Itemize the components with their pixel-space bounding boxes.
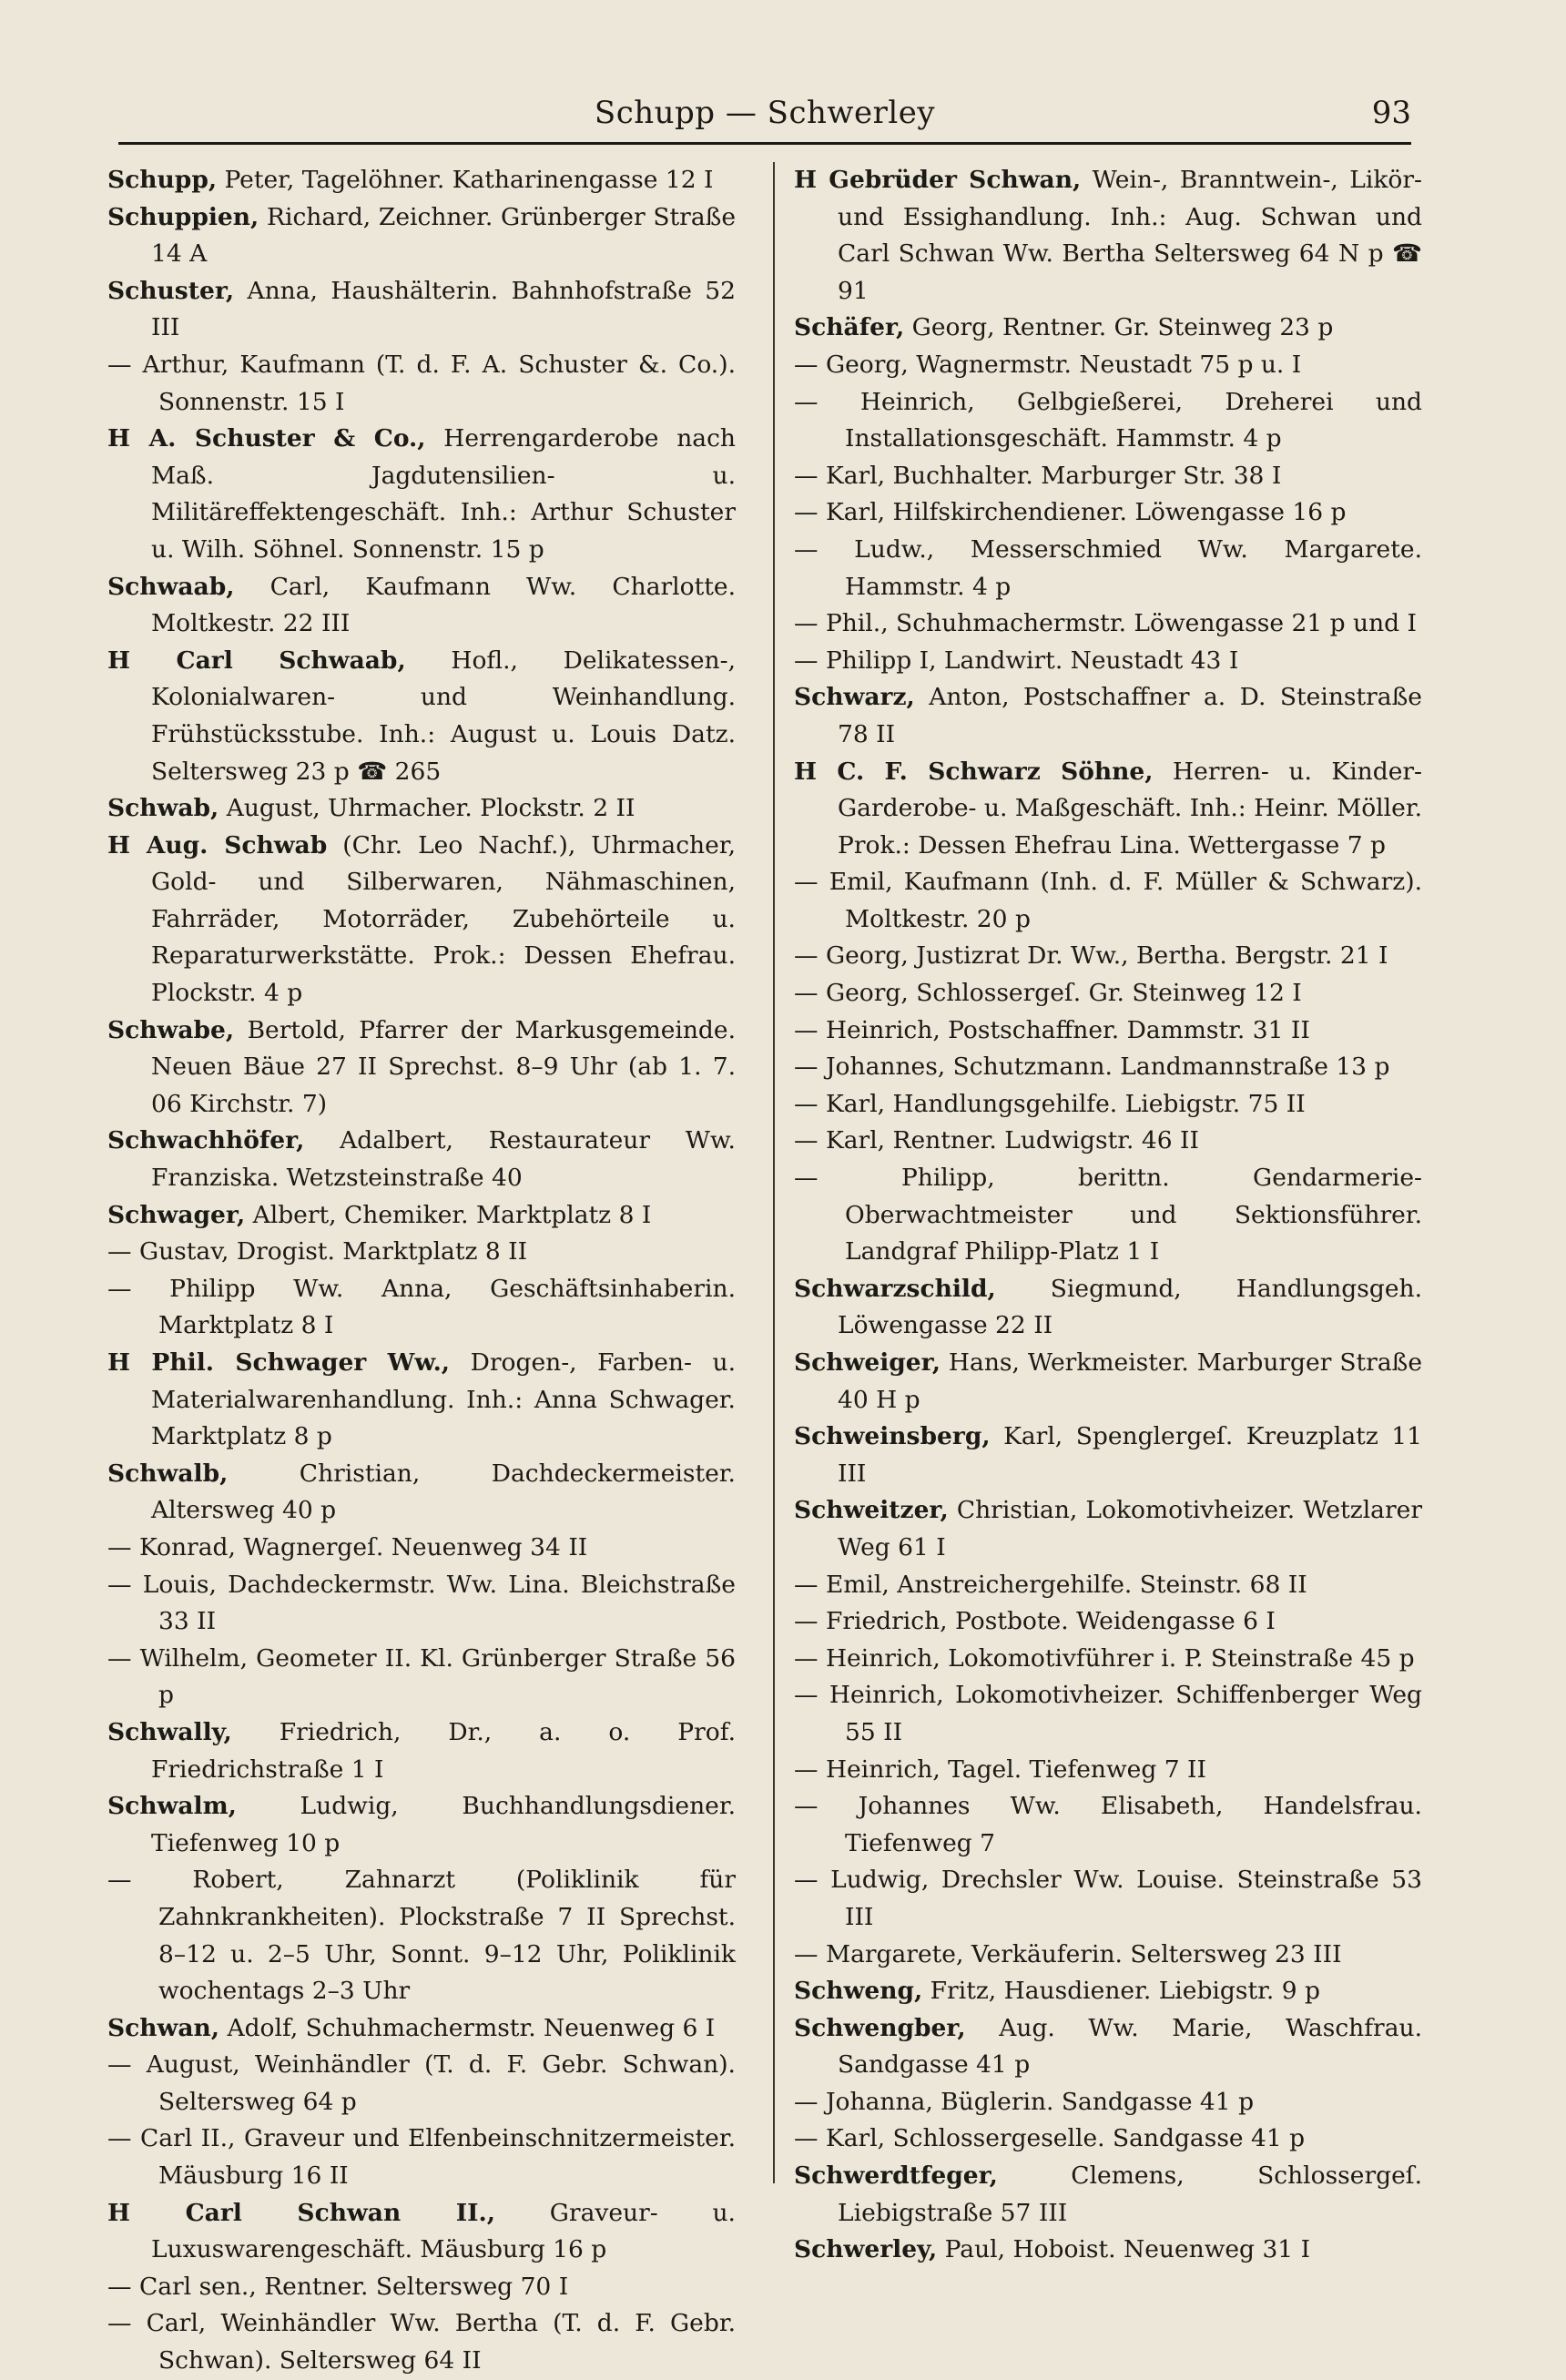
entry-name: — xyxy=(794,609,826,638)
directory-entry xyxy=(794,347,1422,384)
header-rule xyxy=(118,142,1411,145)
entry-name: Schwally, xyxy=(107,1717,232,1746)
entry-text: Friedrich, Postbote. Weidengasse 6 I xyxy=(825,1607,1276,1636)
entry-name: — xyxy=(794,2124,826,2153)
directory-entry xyxy=(107,421,736,568)
entry-name: — xyxy=(794,1643,826,1673)
directory-entry xyxy=(794,2232,1422,2269)
entry-text: Adalbert, Restaurateur Ww. Franziska. Wetzsteinstraße 40 xyxy=(151,1126,736,1193)
directory-entry xyxy=(107,1714,736,1788)
entry-text: Ludwig, Buchhandlungsdiener. Tiefenweg 10 p xyxy=(151,1792,736,1857)
directory-entry xyxy=(794,754,1422,865)
directory-entry xyxy=(107,1567,736,1641)
entry-name: Schwachhöfer, xyxy=(107,1126,305,1155)
entry-text: Emil, Kaufmann (Inh. d. F. Müller & Schwarz). Moltkestr. 20 p xyxy=(829,868,1422,933)
entry-name: — xyxy=(794,461,826,490)
entry-text: Wein-, Branntwein-, Likör- und Essighandlung. Inh.: Aug. Schwan und Carl Schwan Ww. Bertha Seltersweg 64 N p ☎ 91 xyxy=(838,166,1423,305)
directory-entry xyxy=(107,1271,736,1345)
entry-text: Wilhelm, Geometer II. Kl. Grünberger Straße 56 p xyxy=(139,1643,736,1710)
entry-text: Georg, Wagnermstr. Neustadt 75 p u. I xyxy=(825,350,1302,379)
entry-text: Heinrich, Lokomotivheizer. Schiffenberger Weg 55 II xyxy=(829,1681,1422,1746)
column-divider xyxy=(773,162,775,2183)
directory-entry xyxy=(107,2195,736,2269)
directory-entry xyxy=(107,828,736,1012)
directory-entry xyxy=(107,1012,736,1124)
entry-text: Karl, Buchhalter. Marburger Str. 38 I xyxy=(825,461,1282,490)
directory-entry xyxy=(794,1419,1422,1492)
entry-name: Schweinsberg, xyxy=(794,1422,991,1451)
directory-entry xyxy=(794,864,1422,938)
entry-name: — xyxy=(107,1237,139,1266)
entry-name: — xyxy=(794,1681,829,1710)
entry-text: Carl, Weinhändler Ww. Bertha (T. d. F. Gebr. Schwan). Seltersweg 64 II xyxy=(146,2309,736,2375)
entry-text: Hofl., Delikatessen-, Kolonialwaren- und Weinhandlung. Frühstücksstube. Inh.: August u. Louis Datz. Seltersweg 23 p ☎ 265 xyxy=(151,646,736,786)
directory-entry xyxy=(794,1345,1422,1419)
entry-text: Heinrich, Lokomotivführer i. P. Steinstraße 45 p xyxy=(825,1643,1415,1673)
directory-entry xyxy=(794,1160,1422,1271)
entry-name: H Phil. Schwager Ww., xyxy=(107,1348,451,1377)
entry-text: Drogen-, Farben- u. Materialwarenhandlung. Inh.: Anna Schwager. Marktplatz 8 p xyxy=(151,1348,736,1451)
directory-entry xyxy=(794,2084,1422,2121)
entry-text: Carl sen., Rentner. Seltersweg 70 I xyxy=(138,2272,569,2301)
entry-text: Johannes, Schutzmann. Landmannstraße 13 p xyxy=(825,1053,1390,1082)
entry-name: — xyxy=(794,1015,826,1044)
entry-name: — xyxy=(794,1164,901,1193)
directory-entry xyxy=(794,975,1422,1012)
entry-text: Herren- u. Kinder-Garderobe- u. Maßgeschäft. Inh.: Heinr. Möller. Prok.: Dessen Ehefrau Lina. Wettergasse 7 p xyxy=(838,757,1422,859)
entry-text: Phil., Schuhmachermstr. Löwengasse 21 p und I xyxy=(825,609,1417,638)
entry-text: Robert, Zahnarzt (Poliklinik für Zahnkrankheiten). Plockstraße 7 II Sprechst. 8–12 u. 2–5 Uhr, Sonnt. 9–12 Uhr, Poliklinik wochentags 2–3 Uhr xyxy=(158,1866,736,2006)
entry-text: Graveur- u. Luxuswarengeschäft. Mäusburg 16 p xyxy=(151,2198,736,2264)
entry-text: Konrad, Wagnergeſ. Neuenweg 34 II xyxy=(138,1532,588,1561)
entry-text: Heinrich, Postschaffner. Dammstr. 31 II xyxy=(825,1015,1310,1044)
entry-name: — xyxy=(107,1643,140,1673)
entry-text: Arthur, Kaufmann (T. d. F. A. Schuster &. Co.). Sonnenstr. 15 I xyxy=(142,350,736,416)
directory-entry xyxy=(107,1345,736,1456)
entry-text: Philipp, berittn. Gendarmerie-Oberwachtmeister und Sektionsführer. Landgraf Philipp-Platz 1 I xyxy=(845,1164,1422,1266)
entry-name: — xyxy=(794,868,829,897)
entry-name: Schweiger, xyxy=(794,1348,941,1377)
entry-name: — xyxy=(794,350,826,379)
entry-name: — xyxy=(794,979,826,1008)
directory-entry xyxy=(794,1086,1422,1124)
entry-name: — xyxy=(794,1053,826,1082)
entry-text: Clemens, Schlossergeſ. Liebigstraße 57 III xyxy=(838,2161,1422,2227)
directory-entry xyxy=(794,1049,1422,1086)
directory-entry xyxy=(794,1937,1422,1974)
directory-entry xyxy=(107,643,736,790)
directory-entry xyxy=(107,1234,736,1271)
entry-name: — xyxy=(107,1570,143,1599)
entry-name: — xyxy=(107,2050,147,2080)
directory-entry xyxy=(794,605,1422,643)
directory-entry xyxy=(107,199,736,273)
entry-text: Louis, Dachdeckermstr. Ww. Lina. Bleichstraße 33 II xyxy=(142,1570,736,1636)
entry-text: Hans, Werkmeister. Marburger Straße 40 H p xyxy=(838,1348,1422,1414)
entry-name: — xyxy=(794,498,826,527)
entry-name: — xyxy=(794,646,826,675)
directory-entry xyxy=(794,2121,1422,2158)
directory-entry xyxy=(794,1752,1422,1789)
entry-text: Heinrich, Tagel. Tiefenweg 7 II xyxy=(825,1754,1206,1784)
entry-name: Schupp, xyxy=(107,166,218,194)
directory-entry xyxy=(107,1641,736,1714)
entry-name: — xyxy=(794,1792,859,1821)
entry-text: Georg, Rentner. Gr. Steinweg 23 p xyxy=(904,313,1334,342)
entry-name: — xyxy=(107,350,143,379)
entry-name: — xyxy=(794,1754,826,1784)
entry-name: H Aug. Schwab xyxy=(107,830,328,859)
entry-text: Ludw., Messerschmied Ww. Margarete. Hammstr. 4 p xyxy=(845,534,1422,601)
entry-name: — xyxy=(107,1866,193,1895)
entry-name: Schwarzschild, xyxy=(794,1274,996,1303)
directory-entry xyxy=(794,679,1422,753)
entry-name: — xyxy=(794,1866,831,1895)
entry-name: H Carl Schwaab, xyxy=(107,646,406,675)
entry-text: (Chr. Leo Nachf.), Uhrmacher, Gold- und Silberwaren, Nähmaschinen, Fahrräder, Motorräder, Zubehörteile u. Reparaturwerkstätte. Prok.: Dessen Ehefrau. Plockstr. 4 p xyxy=(151,830,736,1008)
entry-name: — xyxy=(107,1532,139,1561)
directory-entry xyxy=(107,2305,736,2379)
directory-entry xyxy=(794,1788,1422,1862)
entry-text: Philipp I, Landwirt. Neustadt 43 I xyxy=(825,646,1239,675)
directory-entry xyxy=(794,1123,1422,1160)
entry-text: Johanna, Büglerin. Sandgasse 41 p xyxy=(825,2087,1255,2116)
entry-name: — xyxy=(794,1126,826,1155)
entry-name: — xyxy=(107,1274,170,1303)
directory-entry xyxy=(107,569,736,643)
entry-name: Schweng, xyxy=(794,1977,923,2006)
directory-entry xyxy=(794,384,1422,458)
directory-entry xyxy=(794,494,1422,532)
entry-text: Gustav, Drogist. Marktplatz 8 II xyxy=(138,1237,528,1266)
entry-name: Schuster, xyxy=(107,276,235,305)
entry-name: Schwerley, xyxy=(794,2235,938,2264)
entry-name: — xyxy=(107,2309,147,2338)
directory-entry xyxy=(794,1492,1422,1566)
entry-text: Anton, Postschaffner a. D. Steinstraße 78 II xyxy=(838,683,1422,748)
entry-text: August, Uhrmacher. Plockstr. 2 II xyxy=(219,794,636,823)
entry-text: August, Weinhändler (T. d. F. Gebr. Schwan). Seltersweg 64 p xyxy=(146,2050,736,2116)
directory-entry xyxy=(107,162,736,199)
entry-text: Karl, Hilfskirchendiener. Löwengasse 16 p xyxy=(825,498,1347,527)
directory-entry xyxy=(107,1862,736,2009)
entry-name: H Carl Schwan II., xyxy=(107,2198,496,2227)
entry-name: Schwaab, xyxy=(107,572,235,601)
entry-text: Albert, Chemiker. Marktplatz 8 I xyxy=(245,1200,652,1229)
entry-name: — xyxy=(794,387,860,416)
entry-name: Schuppien, xyxy=(107,202,259,231)
entry-text: Margarete, Verkäuferin. Seltersweg 23 III xyxy=(825,1939,1342,1968)
entry-name: — xyxy=(794,1939,826,1968)
directory-entry xyxy=(794,458,1422,495)
entry-text: Christian, Lokomotivheizer. Wetzlarer Weg 61 I xyxy=(838,1496,1422,1561)
directory-entry xyxy=(794,1862,1422,1936)
entry-name: — xyxy=(794,1089,826,1118)
entry-text: Paul, Hoboist. Neuenweg 31 I xyxy=(937,2235,1311,2264)
entry-name: Schwalb, xyxy=(107,1459,229,1488)
entry-name: Schwengber, xyxy=(794,2013,966,2042)
directory-entry xyxy=(794,2010,1422,2084)
entry-text: Anna, Haushälterin. Bahnhofstraße 52 III xyxy=(151,276,736,342)
entry-name: Schwan, xyxy=(107,2013,220,2042)
entry-name: H C. F. Schwarz Söhne, xyxy=(794,757,1154,786)
entry-text: Siegmund, Handlungsgeh. Löwengasse 22 II xyxy=(838,1274,1422,1340)
entry-name: H A. Schuster & Co., xyxy=(107,424,426,453)
entry-name: — xyxy=(107,2272,139,2301)
directory-entry xyxy=(107,1123,736,1196)
entry-name: Schwabe, xyxy=(107,1015,235,1044)
entry-text: Georg, Justizrat Dr. Ww., Bertha. Bergstr. 21 I xyxy=(825,941,1388,971)
directory-entry xyxy=(794,532,1422,605)
entry-text: Friedrich, Dr., a. o. Prof. Friedrichstraße 1 I xyxy=(151,1717,736,1784)
entry-text: Philipp Ww. Anna, Geschäftsinhaberin. Marktplatz 8 I xyxy=(158,1274,736,1340)
directory-entry xyxy=(107,347,736,421)
directory-entry xyxy=(794,1677,1422,1751)
entry-name: Schäfer, xyxy=(794,313,905,342)
directory-entry xyxy=(107,2269,736,2306)
entry-text: Christian, Dachdeckermeister. Altersweg 40 p xyxy=(151,1459,736,1525)
directory-entry xyxy=(794,1012,1422,1050)
entry-name: Schwab, xyxy=(107,794,219,823)
entry-text: Karl, Spenglergeſ. Kreuzplatz 11 III xyxy=(838,1422,1422,1488)
entry-text: Peter, Tagelöhner. Katharinengasse 12 I xyxy=(217,166,714,194)
entry-text: Carl, Kaufmann Ww. Charlotte. Moltkestr. 22 III xyxy=(151,572,736,638)
entry-name: Schwerdtfeger, xyxy=(794,2161,998,2191)
entry-text: Herrengarderobe nach Maß. Jagdutensilien- u. Militäreffektengeschäft. Inh.: Arthur Schuster u. Wilh. Söhnel. Sonnenstr. 15 p xyxy=(151,424,736,564)
directory-entry xyxy=(794,1973,1422,2010)
entry-text: Richard, Zeichner. Grünberger Straße 14 A xyxy=(151,202,736,269)
directory-entry xyxy=(107,2047,736,2121)
directory-entry xyxy=(794,310,1422,347)
entry-name: — xyxy=(794,1570,826,1599)
directory-entry xyxy=(794,938,1422,975)
entry-text: Ludwig, Drechsler Ww. Louise. Steinstraße 53 III xyxy=(830,1866,1422,1931)
directory-entry xyxy=(107,790,736,828)
entry-text: Karl, Schlossergeselle. Sandgasse 41 p xyxy=(825,2124,1306,2153)
entry-name: Schwager, xyxy=(107,1200,246,1229)
entry-text: Karl, Rentner. Ludwigstr. 46 II xyxy=(825,1126,1199,1155)
entry-text: Adolf, Schuhmachermstr. Neuenweg 6 I xyxy=(219,2013,716,2042)
entry-name: Schwarz, xyxy=(794,683,915,712)
directory-entry xyxy=(107,2010,736,2048)
directory-entry xyxy=(794,1603,1422,1641)
entry-name: Schwalm, xyxy=(107,1792,237,1821)
directory-entry xyxy=(107,1456,736,1530)
entry-text: Fritz, Hausdiener. Liebigstr. 9 p xyxy=(922,1977,1320,2006)
left-column xyxy=(107,162,736,2375)
entry-text: Bertold, Pfarrer der Markusgemeinde. Neuen Bäue 27 II Sprechst. 8–9 Uhr (ab 1. 7. 06 Kirchstr. 7) xyxy=(151,1015,736,1118)
entry-name: — xyxy=(794,941,826,971)
directory-entry xyxy=(107,2121,736,2194)
directory-entry xyxy=(794,1567,1422,1604)
directory-entry xyxy=(794,643,1422,680)
directory-entry xyxy=(794,162,1422,310)
page-number: 93 xyxy=(1371,95,1411,131)
entry-text: Georg, Schlossergeſ. Gr. Steinweg 12 I xyxy=(825,979,1302,1008)
directory-entry xyxy=(794,1641,1422,1678)
entry-text: Karl, Handlungsgehilfe. Liebigstr. 75 II xyxy=(825,1089,1306,1118)
directory-entry xyxy=(107,1197,736,1235)
entry-text: Heinrich, Gelbgießerei, Dreherei und Installationsgeschäft. Hammstr. 4 p xyxy=(845,387,1422,453)
entry-text: Aug. Ww. Marie, Waschfrau. Sandgasse 41 p xyxy=(838,2013,1422,2080)
entry-name: Schweitzer, xyxy=(794,1496,949,1525)
entry-text: Emil, Anstreichergehilfe. Steinstr. 68 II xyxy=(825,1570,1307,1599)
directory-entry xyxy=(794,1271,1422,1345)
directory-entry xyxy=(107,1788,736,1862)
entry-name: — xyxy=(794,2087,826,2116)
directory-entry xyxy=(107,273,736,347)
entry-text: Johannes Ww. Elisabeth, Handelsfrau. Tiefenweg 7 xyxy=(845,1792,1422,1857)
right-column xyxy=(794,162,1423,2264)
entry-name: — xyxy=(794,1607,826,1636)
entry-text: Carl II., Graveur und Elfenbeinschnitzermeister. Mäusburg 16 II xyxy=(139,2124,736,2191)
directory-entry xyxy=(107,1530,736,1567)
directory-entry xyxy=(794,2158,1422,2232)
page-header xyxy=(118,87,1411,146)
entry-name: — xyxy=(107,2124,140,2153)
running-head: Schupp — Schwerley xyxy=(594,95,936,131)
entry-name: — xyxy=(794,534,855,564)
entry-name: H Gebrüder Schwan, xyxy=(794,166,1082,194)
